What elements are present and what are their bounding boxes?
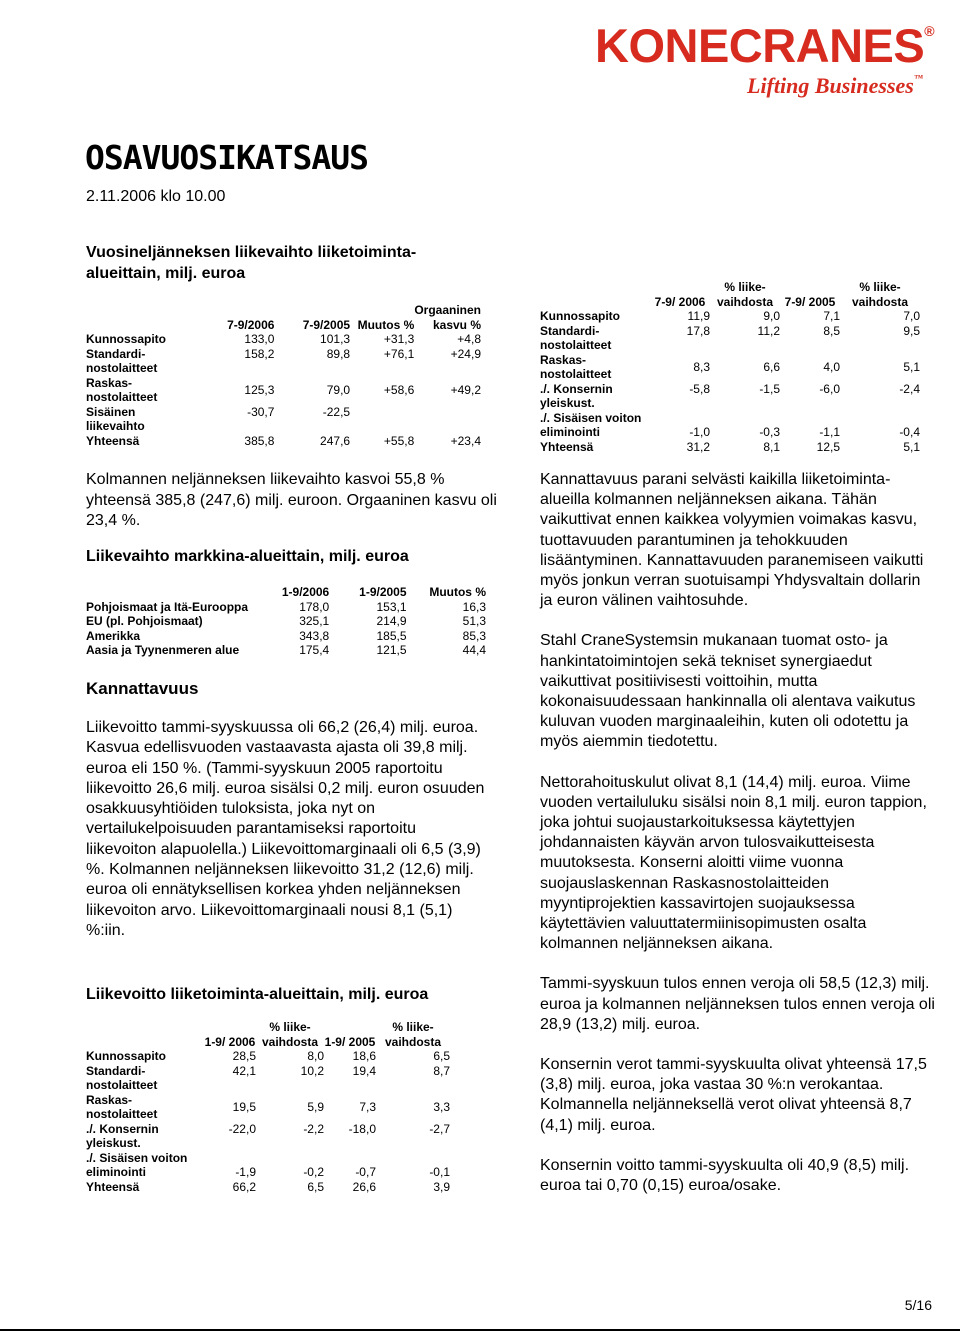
t1-col-header: Muutos % xyxy=(357,317,415,332)
cell: 7,0 xyxy=(903,309,920,323)
table-row xyxy=(86,1064,450,1093)
cell xyxy=(414,405,481,434)
cell: 66,2 xyxy=(232,1179,256,1194)
paragraph-profitability-improved: Kannattavuus parani selvästi kaikilla liiketoiminta-alueilla kolmannen neljänneksen aikana. Tähän vaikuttivat ennen kaikkea volyymien voimakas kasvu, tuottavuuden parantuminen ja tehokkuuden lisääntyminen. Kannattavuuden paranemiseen vaikutti myös jonkun verran suotuisampi Yhdysvaltain dollarin ja euron välinen vaihtosuhde. xyxy=(540,471,924,610)
cell: 125,3 xyxy=(244,382,275,397)
cell: 7,1 xyxy=(823,309,840,323)
cell: 325,1 xyxy=(299,614,330,628)
footer-rule xyxy=(0,1329,960,1331)
logo-brand xyxy=(595,19,945,72)
cell: 11,9 xyxy=(687,309,710,323)
logo-brand-text: KONECRANES xyxy=(595,19,925,72)
logo-registered: ® xyxy=(924,23,935,39)
cell: -18,0 xyxy=(348,1121,376,1136)
table-operating-profit-by-segment-q3 xyxy=(540,280,920,454)
cell: 8,7 xyxy=(433,1063,450,1078)
table-row xyxy=(86,1151,450,1180)
cell: -2,2 xyxy=(303,1121,324,1136)
cell: 8,1 xyxy=(763,439,780,454)
cell: 5,1 xyxy=(903,359,920,374)
cell: -6,0 xyxy=(819,381,840,396)
t3-col-header: % liike-vaihdosta xyxy=(261,1020,318,1049)
cell: -5,8 xyxy=(689,381,710,396)
table2-heading: Liikevaihto markkina-alueittain, milj. euroa xyxy=(86,548,409,565)
table-row xyxy=(540,353,920,382)
paragraph-net-financing-costs: Nettorahoituskulut olivat 8,1 (14,4) milj. euroa. Viime vuoden vertailuluku sisälsi noin 8,1 milj. euron tappion, joka johtui suojaustarkoituksessa käytettyjen johdannaisten käyvän arvon tulosvaikutteisesta muutoksesta. Konserni aloitti viime vuonna suojauslaskennan Raskasnostolaitteiden myyntiprojektien kassavirtojen suojauksessa käytettävien valuuttatermiinisopimusten osalta kolmannen neljänneksen aikana. xyxy=(540,773,927,953)
cell: -0,3 xyxy=(759,425,780,439)
cell: 17,8 xyxy=(686,323,710,338)
t2-col-header: 1-9/2005 xyxy=(359,585,407,599)
row-label: Standardi-nostolaitteet xyxy=(86,1063,158,1092)
paragraph-taxes: Konsernin verot tammi-syyskuulta olivat yhteensä 17,5 (3,8) milj. euroa, joka vastaa 30 %:n verokantaa. Kolmannella neljänneksellä verot olivat yhteensä 8,7 (4,1) milj. euroa. xyxy=(540,1056,927,1134)
cell: 6,6 xyxy=(763,359,780,374)
t3-col-header: 1-9/ 2006 xyxy=(204,1034,256,1049)
cell: 44,4 xyxy=(462,643,486,657)
cell: 16,3 xyxy=(462,599,486,614)
release-date: 2.11.2006 klo 10.00 xyxy=(86,188,226,205)
konecranes-logo xyxy=(595,19,945,100)
cell: 9,5 xyxy=(903,323,920,338)
cell: 101,3 xyxy=(320,332,351,346)
paragraph-stahl-synergies: Stahl CraneSystemsin mukanaan tuomat osto- ja hankintatoimintojen sekä tekniset synergiaedut vaikuttivat positiivisesti voittoihin, mutta kokonaisuudessaan hankinnalla oli alentava vaikutus kuluvan vuoden marginaaleihin, kuten oli odotettu ja myös aiemmin tiedotettu. xyxy=(540,632,916,751)
row-label: Yhteensä xyxy=(540,439,594,454)
row-label: Pohjoismaat ja Itä-Eurooppa xyxy=(86,599,249,614)
table-row xyxy=(540,309,920,324)
row-label: Raskas-nostolaitteet xyxy=(86,375,158,404)
cell: 153,1 xyxy=(376,599,407,614)
cell: 9,0 xyxy=(763,309,780,323)
cell: -1,5 xyxy=(759,381,780,396)
t4-col-header: 7-9/ 2005 xyxy=(784,294,836,309)
table-row xyxy=(540,382,920,411)
cell xyxy=(350,405,414,434)
cell: -0,1 xyxy=(429,1165,450,1179)
row-label: Kunnossapito xyxy=(86,332,166,346)
t3-col-header: % liike-vaihdosta xyxy=(384,1020,441,1049)
cell: +55,8 xyxy=(383,433,415,448)
t1-col-header: 7-9/2005 xyxy=(302,317,351,332)
row-label: Yhteensä xyxy=(86,1179,140,1194)
cell: 385,8 xyxy=(244,433,275,448)
t4-col-header: 7-9/ 2006 xyxy=(654,294,706,309)
row-label: Raskas-nostolaitteet xyxy=(86,1092,158,1121)
table-row xyxy=(86,405,481,434)
cell: -30,7 xyxy=(247,404,275,419)
table-row xyxy=(540,324,920,353)
cell: +4,8 xyxy=(457,332,481,346)
table1-heading: Vuosineljänneksen liikevaihto liiketoiminta-alueittain, milj. euroa xyxy=(86,244,417,282)
cell: 214,9 xyxy=(376,614,407,628)
cell: 26,6 xyxy=(352,1179,376,1194)
paragraph-operating-profit: Liikevoitto tammi-syyskuussa oli 66,2 (26,4) milj. euroa. Kasvua edellisvuoden vastaavasta ajasta oli 39,8 milj. euroa eli 150 %. (Tammi-syyskuun 2005 raportoitu liikevoitto 26,6 milj. euroa sisälsi 0,2 milj. euron osuuden osakkuusyhtiöiden tuloksista, joka nyt on vertailukelpoisuuden parantamiseksi raportoitu liikevoiton alapuolella.) Liikevoittomarginaali oli 6,5 (3,9) %. Kolmannen neljänneksen liikevoitto 31,2 (12,6) milj. euroa oli ennätyksellisen korkea yhden neljänneksen liikevoiton arvo. Liikevoittomarginaali nousi 8,1 (5,1) %:iin. xyxy=(86,719,485,939)
cell: -0,2 xyxy=(303,1165,324,1179)
cell: +24,9 xyxy=(450,346,481,361)
table-row xyxy=(86,434,481,449)
row-label: Yhteensä xyxy=(86,433,140,448)
t1-header-blank xyxy=(86,303,190,332)
t2-header-blank xyxy=(86,585,248,600)
cell: 121,5 xyxy=(376,643,407,657)
t4-col-header: % liike-vaihdosta xyxy=(851,280,908,309)
t3-header-blank xyxy=(86,1020,204,1049)
cell: +23,4 xyxy=(450,433,481,448)
cell: 79,0 xyxy=(326,382,351,397)
page-title: OSAVUOSIKATSAUS xyxy=(85,138,369,177)
cell: 5,9 xyxy=(307,1099,324,1114)
cell: +49,2 xyxy=(450,382,481,397)
table-row xyxy=(540,440,920,455)
paragraph-net-profit: Konsernin voitto tammi-syyskuulta oli 40,9 (8,5) milj. euroa tai 0,70 (0,15) euroa/osake. xyxy=(540,1156,910,1195)
cell: -0,4 xyxy=(899,425,920,439)
cell: 19,4 xyxy=(352,1063,376,1078)
cell: 175,4 xyxy=(299,643,330,657)
row-label: ./. Sisäisen voiton eliminointi xyxy=(540,410,642,439)
table-row xyxy=(86,347,481,376)
row-label: Raskas-nostolaitteet xyxy=(540,352,612,381)
t1-col-header: 7-9/2006 xyxy=(227,317,275,332)
cell: -0,7 xyxy=(355,1165,376,1179)
cell: 51,3 xyxy=(462,614,486,628)
cell: 28,5 xyxy=(232,1049,256,1063)
cell: 85,3 xyxy=(462,628,486,643)
table-quarterly-sales-by-segment xyxy=(86,303,481,448)
table-row xyxy=(86,1093,450,1122)
cell: 6,5 xyxy=(307,1179,324,1194)
table-row xyxy=(540,411,920,440)
table-row xyxy=(86,376,481,405)
table-row xyxy=(86,1122,450,1151)
cell: 133,0 xyxy=(244,332,275,346)
cell: 7,3 xyxy=(359,1099,376,1114)
table3-heading: Liikevoitto liiketoiminta-alueittain, milj. euroa xyxy=(86,986,429,1003)
cell: 5,1 xyxy=(903,439,920,454)
cell: 4,0 xyxy=(823,359,840,374)
cell: 42,1 xyxy=(232,1063,256,1078)
cell: 158,2 xyxy=(244,346,275,361)
cell: 89,8 xyxy=(326,346,351,361)
row-label: EU (pl. Pohjoismaat) xyxy=(86,614,203,628)
table-row xyxy=(86,643,486,658)
cell: 178,0 xyxy=(299,599,330,614)
page-number: 5/16 xyxy=(904,1297,932,1313)
cell: -22,0 xyxy=(228,1121,256,1136)
cell: -2,7 xyxy=(429,1121,450,1136)
row-label: Aasia ja Tyynenmeren alue xyxy=(86,643,240,657)
cell: -1,1 xyxy=(819,425,840,439)
cell: 6,5 xyxy=(433,1049,450,1063)
cell: 10,2 xyxy=(300,1063,324,1078)
t4-col-header: % liike-vaihdosta xyxy=(716,280,773,309)
t1-col-header: Orgaaninen kasvu % xyxy=(414,303,481,332)
row-label: Kunnossapito xyxy=(540,309,620,323)
cell: -22,5 xyxy=(322,404,351,419)
cell: 19,5 xyxy=(232,1099,256,1114)
section-heading-profitability: Kannattavuus xyxy=(86,679,199,698)
paragraph-sales-growth: Kolmannen neljänneksen liikevaihto kasvoi 55,8 % yhteensä 385,8 (247,6) milj. euroon. Orgaaninen kasvu oli 23,4 %. xyxy=(86,471,497,529)
table-sales-by-market-area xyxy=(86,585,486,658)
cell: 8,0 xyxy=(307,1049,324,1063)
table-row xyxy=(86,600,486,615)
cell: -2,4 xyxy=(899,381,920,396)
right-column-text xyxy=(540,470,935,1196)
t2-col-header: Muutos % xyxy=(429,585,486,599)
cell: 185,5 xyxy=(376,628,407,643)
row-label: Kunnossapito xyxy=(86,1049,166,1063)
logo-tagline xyxy=(747,73,923,99)
cell: 8,3 xyxy=(693,359,710,374)
cell: 3,9 xyxy=(433,1179,450,1194)
row-label: ./. Konsernin yleiskust. xyxy=(540,381,613,410)
t4-header-blank xyxy=(540,280,650,309)
cell: 12,5 xyxy=(816,439,840,454)
row-label: ./. Konsernin yleiskust. xyxy=(86,1121,159,1150)
row-label: ./. Sisäisen voiton eliminointi xyxy=(86,1150,188,1179)
cell: 247,6 xyxy=(320,433,351,448)
row-label: Amerikka xyxy=(86,628,141,643)
table-row xyxy=(86,1049,450,1064)
row-label: Sisäinen liikevaihto xyxy=(86,404,145,433)
cell: +76,1 xyxy=(383,346,415,361)
cell: -1,0 xyxy=(689,425,710,439)
table-row xyxy=(86,1180,450,1195)
cell: 31,2 xyxy=(686,439,710,454)
row-label: Standardi-nostolaitteet xyxy=(540,323,612,352)
t3-col-header: 1-9/ 2005 xyxy=(324,1034,376,1049)
cell: +31,3 xyxy=(383,332,415,346)
cell: 8,5 xyxy=(823,323,840,338)
paragraph-profit-before-taxes: Tammi-syyskuun tulos ennen veroja oli 58,5 (12,3) milj. euroa ja kolmannen neljänneksen tulos ennen veroja oli 28,9 (13,2) milj. euroa. xyxy=(540,975,935,1033)
cell: 11,2 xyxy=(757,323,780,338)
cell: 343,8 xyxy=(299,628,330,643)
cell: +58,6 xyxy=(383,382,415,397)
cell: -1,9 xyxy=(235,1165,256,1179)
table-row xyxy=(86,332,481,347)
cell: 3,3 xyxy=(433,1099,450,1114)
logo-trademark: ™ xyxy=(913,73,923,83)
cell: 18,6 xyxy=(352,1049,376,1063)
table-row xyxy=(86,614,486,629)
table-row xyxy=(86,629,486,644)
t2-col-header: 1-9/2006 xyxy=(281,585,330,599)
row-label: Standardi-nostolaitteet xyxy=(86,346,158,375)
logo-tagline-text: Lifting Businesses xyxy=(747,73,914,98)
table-operating-profit-by-segment-ytd xyxy=(86,1020,450,1194)
